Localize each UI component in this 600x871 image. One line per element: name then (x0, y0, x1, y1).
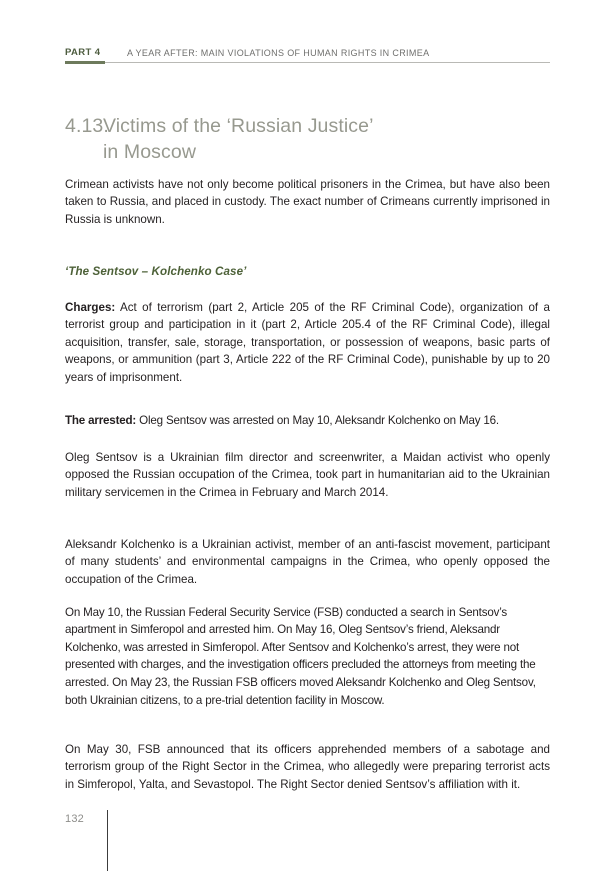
arrested-text: Oleg Sentsov was arrested on May 10, Aleksandr Kolchenko on May 16. (136, 413, 499, 427)
section-title-line-1: Victims of the ‘Russian Justice’ (103, 115, 374, 138)
header-accent-bar (65, 61, 105, 64)
charges-text: Act of terrorism (part 2, Article 205 of the RF Criminal Code), organization of a terrorist group and participation in it (part 2, Article 205.4 of the RF Criminal Code), illegal acquisition, transfer, sale, storage, transportation, or possession of weapons, basic parts of weapons, or ammunition (part 3, Article 222 of the RF Criminal Code), punishable by up to 20 years of imprisonment. (65, 300, 550, 384)
page-number: 132 (65, 813, 84, 825)
section-title-line-2: in Moscow (103, 141, 197, 164)
paragraph-arrest-details: On May 10, the Russian Federal Security Service (FSB) conducted a search in Sentsov’s apartment in Simferopol and arrested him. On May 16, Oleg Sentsov’s friend, Aleksandr Kolchenko, was arrested in Simferopol. After Sentsov and Kolchenko’s arrest, they were not presented with charges, and the investigation officers precluded the attorneys from meeting the arrested. On May 23, the Russian FSB officers moved Aleksandr Kolchenko and Oleg Sentsov, both Ukrainian citizens, to a pre-trial detention facility in Moscow. (65, 605, 536, 707)
header-divider-rule (65, 62, 550, 63)
section-number: 4.13. (65, 115, 109, 138)
running-header-title: A YEAR AFTER: MAIN VIOLATIONS OF HUMAN RIGHTS IN CRIMEA (127, 47, 430, 58)
charges-label: Charges: (65, 300, 116, 314)
running-header (65, 46, 550, 68)
paragraph-kolchenko-bio: Aleksandr Kolchenko is a Ukrainian activist, member of an anti-fascist movement, participant of many students’ and environmental campaigns in the Crimea, who openly opposed the occupation of the Crimea. (65, 537, 550, 586)
paragraph-intro: Crimean activists have not only become political prisoners in the Crimea, but have also been taken to Russia, and placed in custody. The exact number of Crimeans currently imprisoned in Russia is unknown. (65, 177, 550, 226)
case-subheading: ‘The Sentsov – Kolchenko Case’ (65, 264, 247, 278)
spine-rule (107, 810, 108, 871)
part-label: PART 4 (65, 47, 101, 58)
page-title (65, 113, 535, 165)
paragraph-sentsov-bio: Oleg Sentsov is a Ukrainian film director and screenwriter, a Maidan activist who openly opposed the Russian occupation of the Crimea, took part in humanitarian aid to the Ukrainian military servicemen in the Crimea in February and March 2014. (65, 450, 550, 499)
paragraph-charges (65, 299, 550, 387)
paragraph-fsb-announcement: On May 30, FSB announced that its officers apprehended members of a sabotage and terrorism group of the Right Sector in the Crimea, who allegedly were preparing terrorist acts in Simferopol, Yalta, and Sevastopol. The Right Sector denied Sentsov’s affiliation with it. (65, 742, 550, 791)
arrested-label: The arrested: (65, 413, 137, 427)
paragraph-arrested (65, 412, 550, 430)
